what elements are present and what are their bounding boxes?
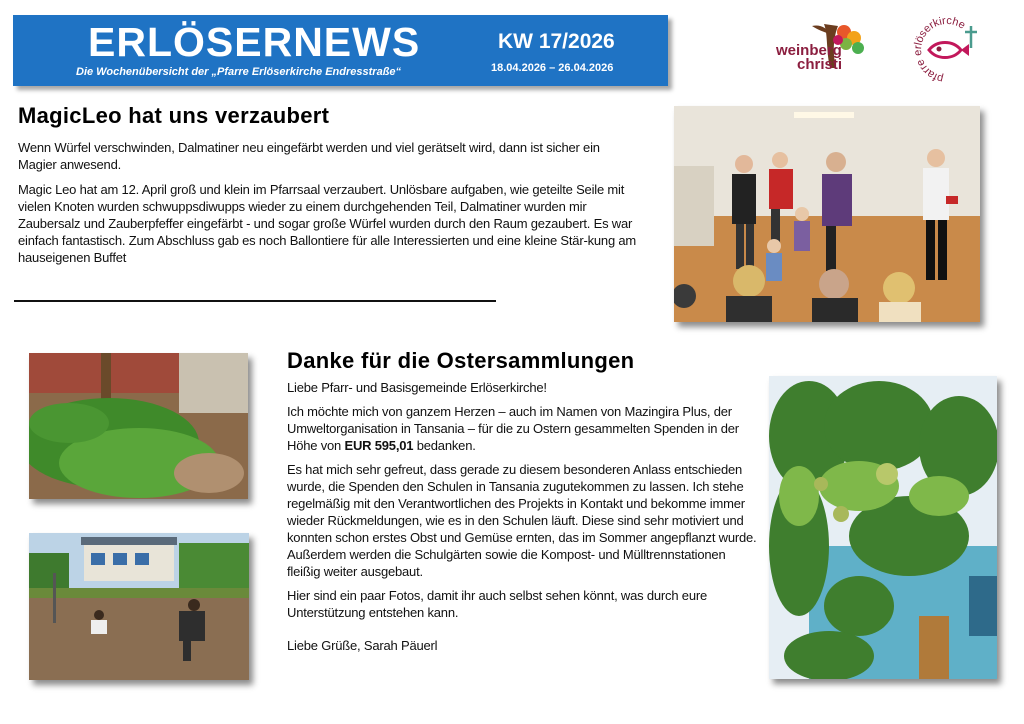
weinberg-label: weinberg [776,42,842,59]
donation-amount: EUR 595,01 [344,438,414,453]
article-title-magicleo: MagicLeo hat uns verzaubert [18,103,330,128]
school-garden-photo [29,533,249,680]
newsletter-subtitle: Die Wochenübersicht der „Pfarre Erlöserkirche Endresstraße“ [76,66,402,78]
calendar-week: KW 17/2026 [498,30,615,53]
weinberg-christi-logo [772,20,877,76]
thanks-text-after: bedanken. [413,438,476,453]
fruit-tree-photo [769,376,997,679]
greeting: Liebe Pfarr- und Basisgemeinde Erlöserkirche! [287,380,547,395]
pfarre-logo-text: pfarre erlöserkirche [911,14,968,85]
article-paragraph: Wenn Würfel verschwinden, Dalmatiner neu eingefärbt werden und viel gerätselt wird, dann ist sicher ein Magier anwesend. [18,140,600,172]
date-range: 18.04.2026 – 26.04.2026 [491,62,614,74]
signoff: Liebe Grüße, Sarah Päuerl [287,638,438,653]
article-paragraph: Es hat mich sehr gefreut, dass gerade zu diesem besonderen Anlass entschieden wurde, die Spenden den Schulen in Tansania zugutekommen zu lassen. Ich stehe regelmäßig mit den Verantwortlichen des Projekts in Kontakt und bekomme immer wieder Rückmeldungen, wie es in den Schulen läuft. Diese sind sehr motiviert und konnten schon erstes Obst und Gemüse ernten, das im Sommer angepflanzt wurde. Außerdem werden die Schulgärten sowie die Kompost- und Mülltrennstationen fleißig weiter ausgebaut. [287,462,757,579]
article-title-ostersammlungen: Danke für die Ostersammlungen [287,348,635,373]
pfarre-erloeserkirche-logo [905,14,989,86]
article-paragraph: Magic Leo hat am 12. April groß und klein im Pfarrsaal verzaubert. Unlösbare aufgaben, wie geteilte Seile mit vielen Knoten wurden schwuppsdiwupps wieder zu einem durchgehenden Teil, Dalmatiner wurden mir Zaubersalz und Zauberpfeffer eingefärbt - und sogar große Würfel wurden durch den Raum gezaubert. Es war einfach fantastisch. Zum Abschluss gab es noch Ballontiere für alle Interessierten und eine kleine Stär-kung am hauseigenen Buffet [18,182,637,265]
article-body-ostersammlungen [287,379,757,661]
magic-show-photo [674,106,980,322]
article-body-magicleo [18,139,640,274]
article-paragraph [287,403,757,454]
section-divider [14,300,496,302]
garden-field-photo [29,353,248,499]
thanks-text-before: Ich möchte mich von ganzem Herzen – auch im Namen von Mazingira Plus, der Umweltorganisation in Tansania – für die zu Ostern gesammelten Spenden in der Höhe von [287,404,739,453]
article-paragraph: Hier sind ein paar Fotos, damit ihr auch selbst sehen könnt, was durch eure Unterstützung entstehen kann. [287,588,708,620]
newsletter-title: ERLÖSERNEWS [88,19,421,65]
christi-label: christi [797,56,843,73]
